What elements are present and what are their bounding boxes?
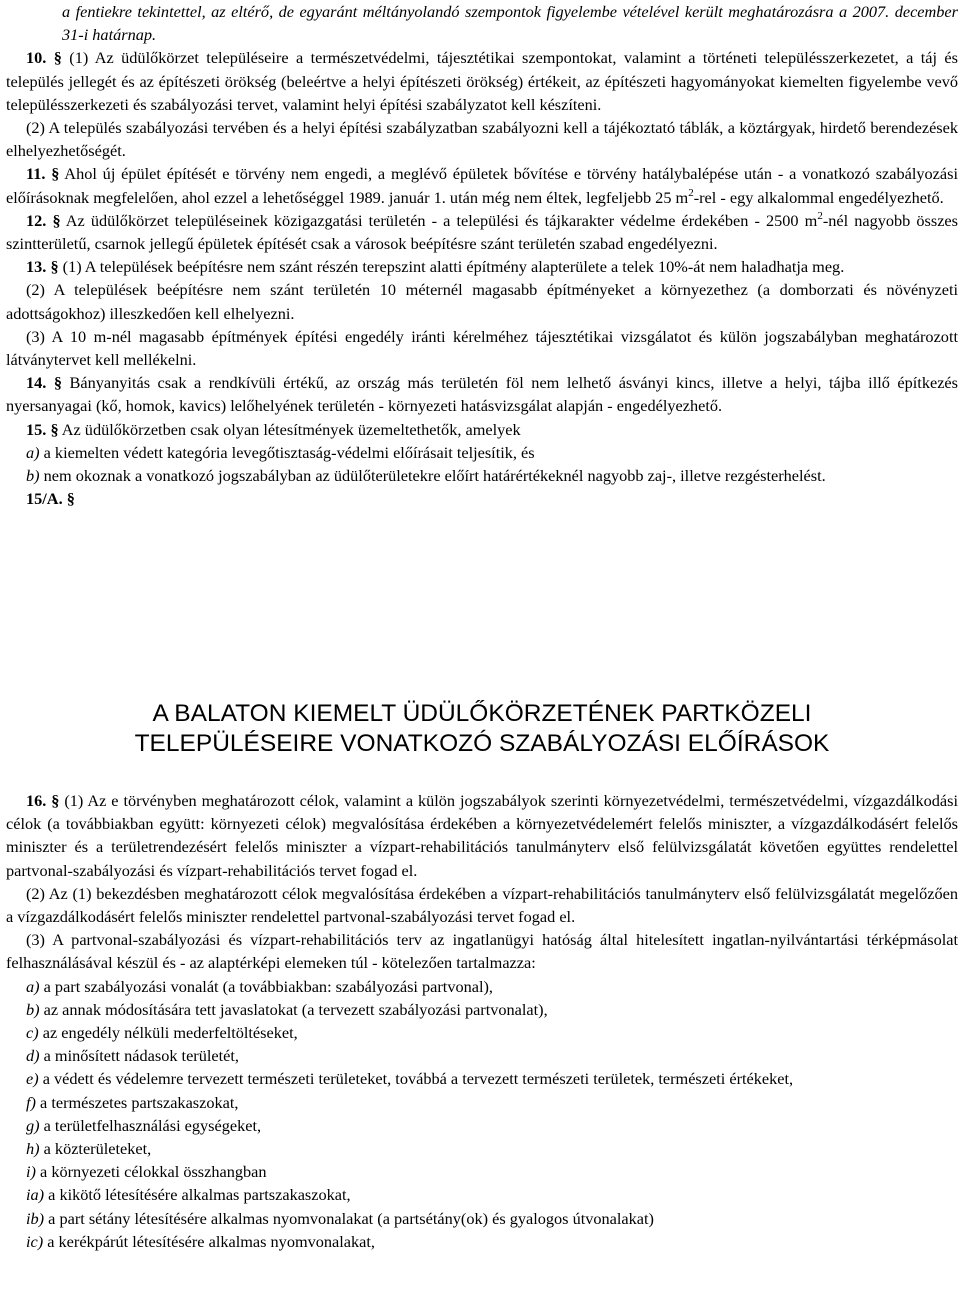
section-16-para-3 xyxy=(6,928,958,974)
section-10-para-2 xyxy=(6,116,958,162)
section-14-para xyxy=(6,371,958,417)
section-13-number: 13. xyxy=(26,257,47,277)
section-11-link[interactable]: § xyxy=(51,164,60,184)
section-15-item-a xyxy=(6,441,958,464)
list-item-label: d) xyxy=(26,1046,40,1066)
list-item xyxy=(6,1207,958,1230)
section-10-para-1 xyxy=(6,46,958,116)
list-item xyxy=(6,1091,958,1114)
list-item-label: f) xyxy=(26,1092,36,1112)
list-item-text: a területfelhasználási egységeket, xyxy=(39,1115,262,1135)
section-15-link[interactable]: § xyxy=(50,419,59,439)
list-item xyxy=(6,1114,958,1137)
list-item-text: az annak módosítására tett javaslatokat (a tervezett szabályozási partvonalat), xyxy=(39,999,548,1019)
section-15-text: Az üdülőkörzetben csak olyan létesítmények üzemeltethetők, amelyek xyxy=(58,419,521,439)
list-item-label: ia) xyxy=(26,1185,45,1205)
section-12-text-a: Az üdülőkörzet településeinek közigazgatási területén - a települési és tájkarakter védelme érdekében - 2500 m xyxy=(60,210,818,230)
section-16-text-2: (2) Az (1) bekezdésben meghatározott célok megvalósítása érdekében a vízpart-rehabilitációs tanulmányterv első felülvizsgálatát megelőzően a vízgazdálkodásért felelős miniszter rendelettel partvonal-szabályozási tervet fogad el. xyxy=(6,883,958,927)
section-13-text-1: (1) A települések beépítésre nem szánt részén terepszint alatti építmény alapterülete a telek 10%-át nem haladhatja meg. xyxy=(58,257,845,277)
section-11-para xyxy=(6,162,958,208)
section-15a-para xyxy=(6,487,958,510)
list-item-text: a kikötő létesítésére alkalmas partszakaszokat, xyxy=(44,1185,351,1205)
section-11-superscript: 2 xyxy=(688,186,694,199)
section-15a-link[interactable]: § xyxy=(66,489,75,509)
section-15-item-b-text: nem okoznak a vonatkozó jogszabályban az üdülőterületekre előírt határértékeknél nagyobb zaj-, illetve rezgésterhelést. xyxy=(39,466,826,486)
section-10-link[interactable]: § xyxy=(53,48,62,68)
section-10-text-1: (1) Az üdülőkörzet településeire a természetvédelmi, tájesztétikai szempontokat, valamint a történeti településszerkezetet, a táj és település jellegét és az építészeti örökség (beleértve a helyi építészeti örökség) értékeit, az építészeti hagyományokat kiemelten figyelembe vevő településszerkezeti és szabályozási tervet, valamint helyi építési szabályzatot kell készíteni. xyxy=(6,48,958,114)
list-item-label: b) xyxy=(26,999,40,1019)
list-item-label: ib) xyxy=(26,1208,45,1228)
list-item xyxy=(6,1067,958,1090)
list-item-label: e) xyxy=(26,1069,39,1089)
section-15a-number: 15/A. xyxy=(26,489,63,509)
list-item-label: c) xyxy=(26,1023,39,1043)
list-item xyxy=(6,1230,958,1253)
section-15-item-b-label: b) xyxy=(26,466,40,486)
list-item xyxy=(6,975,958,998)
list-item-label: ic) xyxy=(26,1231,44,1251)
section-12-para xyxy=(6,209,958,255)
lower-block xyxy=(6,789,958,1253)
list-item-text: a közterületeket, xyxy=(39,1139,152,1159)
section-13-para-1 xyxy=(6,255,958,278)
list-item-label: a) xyxy=(26,976,40,996)
section-14-number: 14. xyxy=(26,373,47,393)
section-13-para-2 xyxy=(6,278,958,324)
section-10-number: 10. xyxy=(26,48,47,68)
section-16-text-1: (1) Az e törvényben meghatározott célok, valamint a külön jogszabályok szerinti környezetvédelmi, természetvédelmi, vízgazdálkodási célok (a továbbiakban együtt: környezeti célok) megvalósítása érdekében a környezetvédelemért felelős miniszter, a vízgazdálkodásért felelős miniszter és a területrendezésért felelős miniszter a vízpart-rehabilitációs tanulmányterv első felülvizsgálatát követően együttes rendelettel partvonal-szabályozási és vízpart-rehabilitációs tervet fogad el. xyxy=(6,791,958,880)
list-item xyxy=(6,1183,958,1206)
section-11-text-a: Ahol új épület építését e törvény nem engedi, a meglévő épületek bővítése e törvény hatálybalépése után - a vonatkozó szabályozási előírásoknak megfelelően, ahol ezzel a lehetőséggel 1989. január 1. után még nem éltek, legfeljebb 25 m xyxy=(6,164,958,207)
list-item-text: a part szabályozási vonalát (a továbbiakban: szabályozási partvonal), xyxy=(39,976,493,996)
section-15-para xyxy=(6,418,958,441)
section-13-text-2: (2) A települések beépítésre nem szánt területén 10 méternél magasabb építményeket a környezethez (a domborzati és növényzeti adottságokhoz) illeszkedően kell elhelyezni. xyxy=(6,280,958,323)
section-15-item-a-text: a kiemelten védett kategória levegőtisztaság-védelmi előírásait teljesítik, és xyxy=(39,442,535,462)
list-item-text: a minősített nádasok területét, xyxy=(39,1046,239,1066)
chapter-heading-line-1: A BALATON KIEMELT ÜDÜLŐKÖRZETÉNEK PARTKÖZELI xyxy=(152,700,812,727)
list-item-text: a kerékpárút létesítésére alkalmas nyomvonalakat, xyxy=(43,1231,375,1251)
section-15-item-a-label: a) xyxy=(26,442,40,462)
section-12-superscript: 2 xyxy=(817,209,823,222)
section-15-item-b xyxy=(6,464,958,487)
list-item-text: a védett és védelemre tervezett természeti területeket, továbbá a tervezett természeti területek, természeti értékeket, xyxy=(38,1069,794,1089)
section-12-link[interactable]: § xyxy=(52,210,61,230)
list-item xyxy=(6,998,958,1021)
section-10-text-2: (2) A település szabályozási tervében és a helyi építési szabályzatban szabályozni kell a tájékoztató táblák, a köztárgyak, hirdető berendezések elhelyezhetőségét. xyxy=(6,118,958,161)
section-11-number: 11. xyxy=(26,164,46,184)
chapter-heading xyxy=(6,699,958,759)
section-13-para-3 xyxy=(6,325,958,371)
section-14-text: Bányanyitás csak a rendkívüli értékű, az ország más területén föl nem lelhető ásványi kincs, illetve a helyi, tájba illő építkezés nyersanyagai (kő, homok, kavics) lelőhelyének területén - környezeti hatásvizsgálat alapján - engedélyezhető. xyxy=(6,373,958,416)
section-13-text-3: (3) A 10 m-nél magasabb építmények építési engedély iránti kérelméhez tájesztétikai vizsgálatot és külön jogszabályban meghatározott látványtervet kell mellékelni. xyxy=(6,326,958,370)
section-16-para-2 xyxy=(6,882,958,928)
section-12-text-b: -nél nagyobb összes szintterületű, csarnok jellegű épületek építését csak a városok beépítésre szánt területén szabad engedélyezni. xyxy=(6,210,958,254)
intro-paragraph xyxy=(6,0,958,46)
list-item-text: az engedély nélküli mederfeltöltéseket, xyxy=(38,1023,298,1043)
intro-text: a fentiekre tekintettel, az eltérő, de egyaránt méltányolandó szempontok figyelembe vételével került meghatározásra a 2007. december 31-i határnap. xyxy=(62,2,958,45)
list-item-label: i) xyxy=(26,1162,36,1182)
section-16-number: 16. xyxy=(26,791,47,810)
section-16-link[interactable]: § xyxy=(51,791,60,810)
section-15-number: 15. xyxy=(26,419,47,439)
list-item xyxy=(6,1160,958,1183)
chapter-heading-line-2: TELEPÜLÉSEIRE VONATKOZÓ SZABÁLYOZÁSI ELŐÍRÁSOK xyxy=(134,730,830,757)
upper-block xyxy=(6,0,958,510)
section-12-number: 12. xyxy=(26,210,47,230)
list-item-label: h) xyxy=(26,1139,40,1159)
section-14-link[interactable]: § xyxy=(53,373,63,393)
section-13-link[interactable]: § xyxy=(50,257,59,277)
list-item xyxy=(6,1137,958,1160)
section-16-text-3: (3) A partvonal-szabályozási és vízpart-rehabilitációs terv az ingatlanügyi hatóság által hitelesített ingatlan-nyilvántartási térképmásolat felhasználásával készül és - az alaptérképi elemeken túl - kötelezően tartalmazza: xyxy=(6,930,958,973)
section-11-text-b: -rel - egy alkalommal engedélyezhető. xyxy=(693,187,944,207)
list-item-text: a környezeti célokkal összhangban xyxy=(35,1162,267,1182)
list-item-text: a természetes partszakaszokat, xyxy=(35,1092,239,1112)
list-item-label: g) xyxy=(26,1115,40,1135)
section-16-para-1 xyxy=(6,789,958,882)
list-item-text: a part sétány létesítésére alkalmas nyomvonalakat (a partsétány(ok) és gyalogos útvonalakat) xyxy=(44,1208,654,1228)
list-item xyxy=(6,1044,958,1067)
list-item xyxy=(6,1021,958,1044)
